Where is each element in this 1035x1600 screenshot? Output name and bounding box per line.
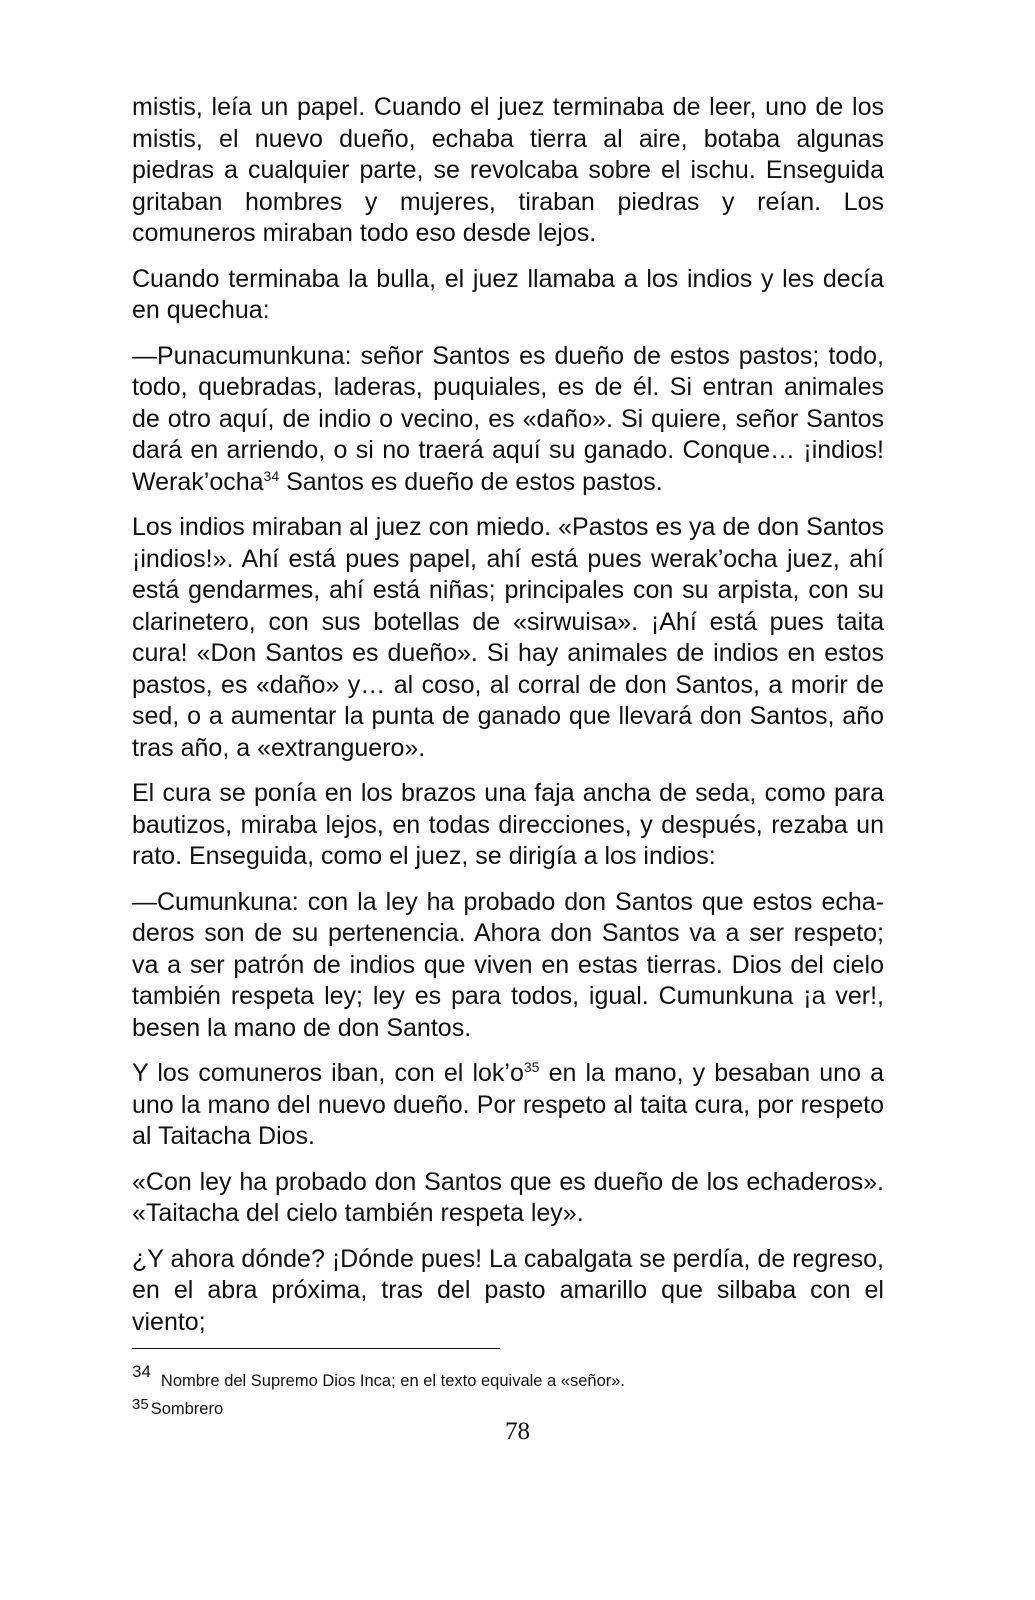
paragraph — [132, 341, 884, 499]
paragraph — [132, 778, 884, 873]
footnote-reference: 34 — [263, 467, 280, 484]
footnote-number: 35 — [132, 1396, 149, 1413]
paragraph-text: Santos es dueño de estos pastos. — [279, 467, 663, 496]
footnote-text: Nombre del Supremo Dios Inca; en el texto equivale a «señor». — [160, 1372, 626, 1390]
footnote-35 — [132, 1393, 884, 1421]
footnotes — [132, 1360, 884, 1421]
paragraph-text: El cura se ponía en los brazos una faja ancha de seda, como para bautizos, miraba lejos, en todas direcciones, y después, rezaba un rato. Enseguida, como el juez, se dirigía a los indios: — [132, 779, 884, 870]
footnote-text: Sombrero — [150, 1400, 224, 1418]
paragraph-text: ¿Y ahora dónde? ¡Dónde pues! La cabalgata se perdía, de regreso, en el abra próxima, tras del pasto amarillo que silbaba con el viento; — [132, 1244, 884, 1336]
footnote-reference: 35 — [523, 1059, 540, 1075]
paragraph-text: —Punacumunkuna: señor Santos es dueño de estos pastos; todo, todo, quebradas, laderas, puquiales, es de él. Si entran animales de otro aquí, de indio o vecino, es «daño». Si quiere, señor Santos dará en arriendo, o si no traerá aquí su ganado. Conque… ¡indios! Werak’ocha — [132, 341, 884, 496]
paragraph — [132, 887, 884, 1045]
footnote-separator — [132, 1348, 500, 1349]
paragraph — [132, 1058, 884, 1153]
page-number: 78 — [505, 1418, 530, 1445]
paragraph — [132, 92, 884, 250]
paragraph — [132, 1167, 884, 1230]
paragraph-text: «Con ley ha probado don Santos que es dueño de los echaderos». «Taitacha del cielo también respeta ley». — [132, 1167, 884, 1227]
paragraph-text: Cuando terminaba la bulla, el juez llamaba a los indios y les decía en quechua: — [132, 264, 884, 324]
paragraph-text: —Cumunkuna: con la ley ha probado don Santos que estos echaderos son de su pertenencia. Ahora don Santos va a ser respeto; va a ser patrón de indios que viven en estas tierras. Dios del cielo también respeta ley; ley es para todos, igual. Cumunkuna ¡a ver!, besen la mano de don Santos. — [132, 887, 884, 1042]
footnote-34 — [132, 1360, 884, 1393]
paragraph — [132, 1244, 884, 1339]
paragraph — [132, 512, 884, 764]
paragraph-text: en la mano, y besaban uno a uno la mano del nuevo dueño. Por respeto al taita cura, por respeto al Taitacha Dios. — [132, 1059, 884, 1150]
body-text — [132, 92, 884, 1352]
paragraph-text: mistis, leía un papel. Cuando el juez terminaba de leer, uno de los mistis, el nuevo dueño, echaba tierra al aire, botaba algunas piedras a cualquier parte, se revolcaba sobre el ischu. Enseguida gritaban hombres y mujeres, tiraban piedras y reían. Los comuneros miraban todo eso desde lejos. — [132, 93, 884, 247]
paragraph — [132, 264, 884, 327]
paragraph-text: Y los comuneros iban, con el lok’o — [132, 1059, 524, 1087]
footnote-number: 34 — [132, 1362, 151, 1381]
paragraph-text: Los indios miraban al juez con miedo. «Pastos es ya de don Santos ¡indios!». Ahí está pues papel, ahí está pues werak’ocha juez, ahí está gendarmes, ahí está niñas; principales con su arpista, con su clarinetero, con sus botellas de «sirwuisa». ¡Ahí está pues taita cura! «Don Santos es dueño». Si hay animales de indios en estos pastos, es «daño» y… al coso, al corral de don Santos, a morir de sed, o a aumentar la punta de ganado que llevará don Santos, año tras año, a «extranguero». — [132, 513, 884, 762]
